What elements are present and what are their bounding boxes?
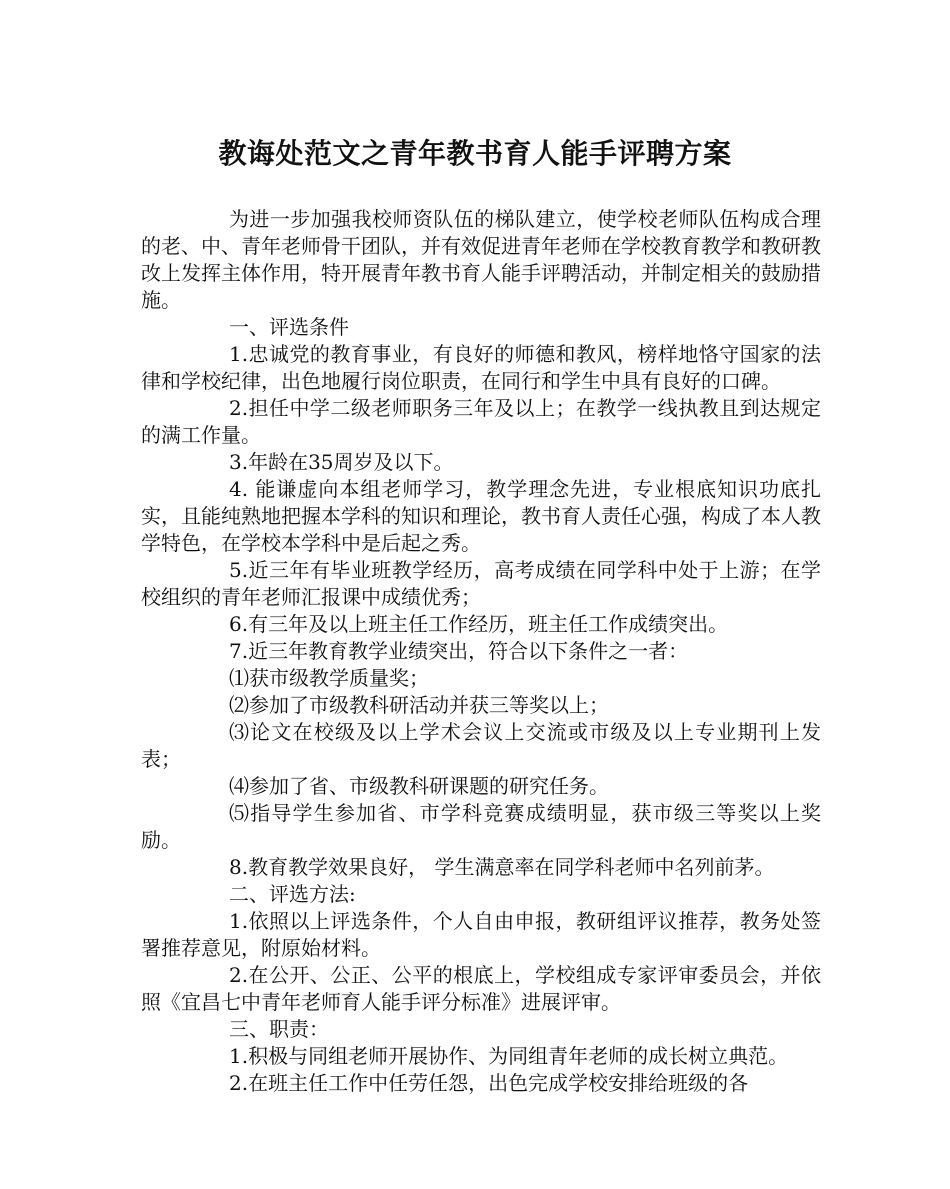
criteria-subitem-1: ⑴获市级教学质量奖； [229, 666, 429, 690]
duty-item-2: 2.在班主任工作中任劳任怨，出色完成学校安排给班级的各 [229, 1071, 749, 1095]
criteria-subitem-4: ⑷参加了省、市级教科研课题的研究任务。 [229, 774, 609, 798]
criteria-item-7: 7.近三年教育教学业绩突出，符合以下条件之一者： [229, 639, 689, 663]
document-title: 教诲处范文之青年教书育人能手评聘方案 [218, 137, 732, 170]
criteria-item-8: 8.教育教学效果良好， 学生满意率在同学科老师中名列前茅。 [229, 855, 775, 879]
criteria-item-1: 1.忠诚党的教育事业，有良好的师德和教风，榜样地恪守国家的法律和学校纪律，出色地履行岗位职责，在同行和学生中具有良好的口碑。 [141, 342, 821, 393]
criteria-item-3: 3.年龄在35周岁及以下。 [229, 450, 454, 474]
method-item-2: 2.在公开、公正、公平的根底上，学校组成专家评审委员会，并依照《宜昌七中青年老师育人能手评分标准》进展评审。 [141, 963, 821, 1014]
section-heading-duties: 三、职责： [229, 1017, 329, 1041]
criteria-subitem-2: ⑵参加了市级教科研活动并获三等奖以上； [229, 693, 609, 717]
intro-paragraph: 为进一步加强我校师资队伍的梯队建立，使学校老师队伍构成合理的老、中、青年老师骨干团队，并有效促进青年老师在学校教育教学和教研教改上发挥主体作用，特开展青年教书育人能手评聘活动，并制定相关的鼓励措施。 [141, 207, 821, 312]
criteria-item-2: 2.担任中学二级老师职务三年及以上；在教学一线执教且到达规定的满工作量。 [141, 396, 821, 447]
criteria-item-4: 4. 能谦虚向本组老师学习，教学理念先进，专业根底知识功底扎实，且能纯熟地把握本学科的知识和理论，教书育人责任心强，构成了本人教学特色，在学校本学科中是后起之秀。 [141, 477, 821, 555]
method-item-1: 1.依照以上评选条件，个人自由申报，教研组评议推荐，教务处签署推荐意见，附原始材料。 [141, 909, 821, 960]
criteria-item-5: 5.近三年有毕业班教学经历，高考成绩在同学科中处于上游；在学校组织的青年老师汇报课中成绩优秀； [141, 558, 821, 609]
section-heading-method: 二、评选方法: [229, 882, 356, 906]
document-body [141, 206, 821, 1097]
duty-item-1: 1.积极与同组老师开展协作、为同组青年老师的成长树立典范。 [229, 1044, 789, 1068]
section-heading-criteria: 一、评选条件 [229, 315, 349, 339]
criteria-item-6: 6.有三年及以上班主任工作经历，班主任工作成绩突出。 [229, 612, 729, 636]
criteria-subitem-3: ⑶论文在校级及以上学术会议上交流或市级及以上专业期刊上发表； [141, 720, 821, 771]
criteria-subitem-5: ⑸指导学生参加省、市学科竞赛成绩明显，获市级三等奖以上奖励。 [141, 801, 821, 852]
